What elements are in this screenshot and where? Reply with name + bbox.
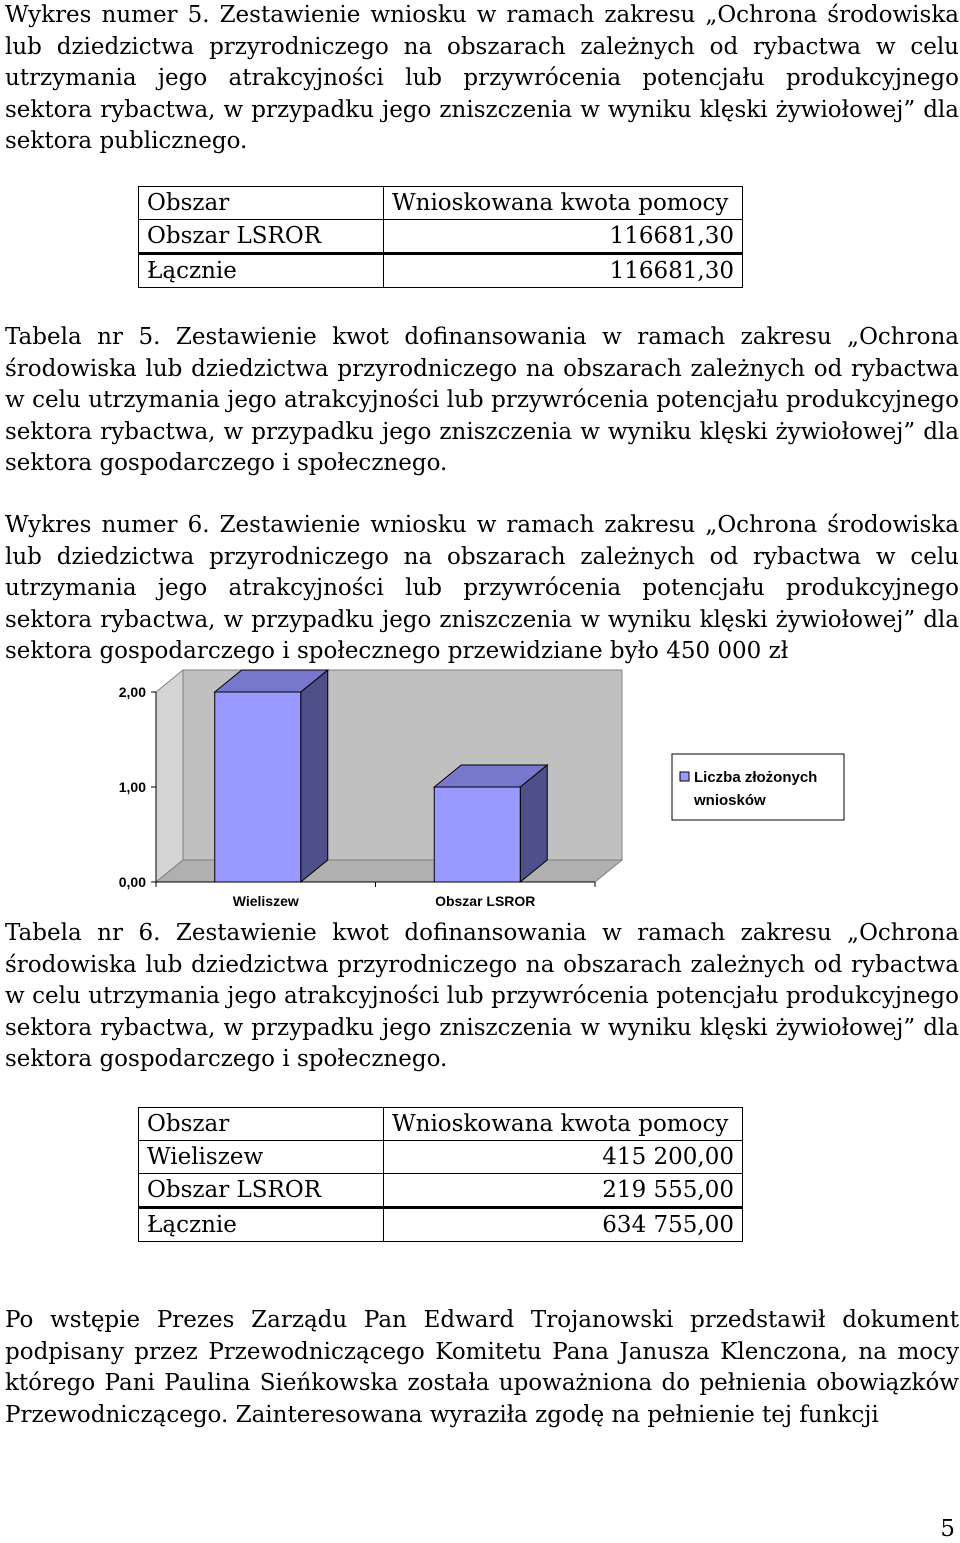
table-row — [139, 1141, 743, 1174]
legend-label-line-1: Liczba złożonych — [694, 769, 818, 786]
row-amount: 219 555,00 — [384, 1174, 743, 1208]
table-5 — [138, 186, 743, 288]
row-amount: 116681,30 — [384, 220, 743, 254]
page-number: 5 — [940, 1516, 955, 1542]
legend-box — [672, 754, 844, 820]
row-area: Wieliszew — [139, 1141, 384, 1174]
header-amount: Wnioskowana kwota pomocy — [384, 1108, 743, 1141]
y-tick-label: 1,00 — [118, 779, 146, 795]
row-area: Obszar LSROR — [139, 220, 384, 254]
total-label: Łącznie — [139, 1208, 384, 1242]
chart-side-wall — [156, 670, 183, 882]
chart6-caption: Wykres numer 6. Zestawienie wniosku w ramach zakresu „Ochrona środowiska lub dziedzictwa przyrodniczego na obszarach zależnych od rybactwa w celu utrzymania jego atrakcyjności lub przywrócenia potencjału produkcyjnego sektora rybactwa, w przypadku jego zniszczenia w wyniku klęski żywiołowej” dla sektora gospodarczego i społecznego przewidziane było 450 000 zł — [5, 512, 959, 664]
total-amount: 116681,30 — [384, 254, 743, 288]
legend-label-line-2: wniosków — [694, 792, 766, 809]
table-total-row — [139, 1208, 743, 1242]
table6-caption: Tabela nr 6. Zestawienie kwot dofinansowania w ramach zakresu „Ochrona środowiska lub dziedzictwa przyrodniczego na obszarach zależnych od rybactwa w celu utrzymania jego atrakcyjności lub przywrócenia potencjału produkcyjnego sektora rybactwa, w przypadku jego zniszczenia w wyniku klęski żywiołowej” dla sektora gospodarczego i społecznego. — [5, 920, 959, 1072]
chart5-caption: Wykres numer 5. Zestawienie wniosku w ramach zakresu „Ochrona środowiska lub dziedzictwa przyrodniczego na obszarach zależnych od rybactwa w celu utrzymania jego atrakcyjności lub przywrócenia potencjału produkcyjnego sektora rybactwa, w przypadku jego zniszczenia w wyniku klęski żywiołowej” dla sektora publicznego. — [5, 2, 959, 154]
table-header-row — [139, 187, 743, 220]
y-tick-label: 2,00 — [118, 684, 146, 700]
header-area: Obszar — [139, 1108, 384, 1141]
table-row — [139, 220, 743, 254]
header-area: Obszar — [139, 187, 384, 220]
x-tick-label: Obszar LSROR — [435, 893, 536, 909]
bar — [434, 787, 520, 882]
bar — [215, 692, 301, 882]
table-6 — [138, 1107, 743, 1242]
header-amount: Wnioskowana kwota pomocy — [384, 187, 743, 220]
bar-side — [301, 670, 328, 882]
row-amount: 415 200,00 — [384, 1141, 743, 1174]
table5-caption: Tabela nr 5. Zestawienie kwot dofinansowania w ramach zakresu „Ochrona środowiska lub dziedzictwa przyrodniczego na obszarach zależnych od rybactwa w celu utrzymania jego atrakcyjności lub przywrócenia potencjału produkcyjnego sektora rybactwa, w przypadku jego zniszczenia w wyniku klęski żywiołowej” dla sektora gospodarczego i społecznego. — [5, 324, 959, 476]
total-label: Łącznie — [139, 254, 384, 288]
table-total-row — [139, 254, 743, 288]
bar-chart — [80, 662, 880, 922]
table-row — [139, 1174, 743, 1208]
table-header-row — [139, 1108, 743, 1141]
legend-swatch — [680, 772, 689, 781]
x-tick-label: Wieliszew — [232, 893, 299, 909]
row-area: Obszar LSROR — [139, 1174, 384, 1208]
closing-paragraph: Po wstępie Prezes Zarządu Pan Edward Trojanowski przedstawił dokument podpisany przez Przewodniczącego Komitetu Pana Janusza Klenczona, na mocy którego Pani Paulina Sieńkowska została upoważniona do pełnienia obowiązków Przewodniczącego. Zainteresowana wyraziła zgodę na pełnienie tej funkcji — [5, 1307, 959, 1428]
total-amount: 634 755,00 — [384, 1208, 743, 1242]
y-tick-label: 0,00 — [118, 874, 146, 890]
